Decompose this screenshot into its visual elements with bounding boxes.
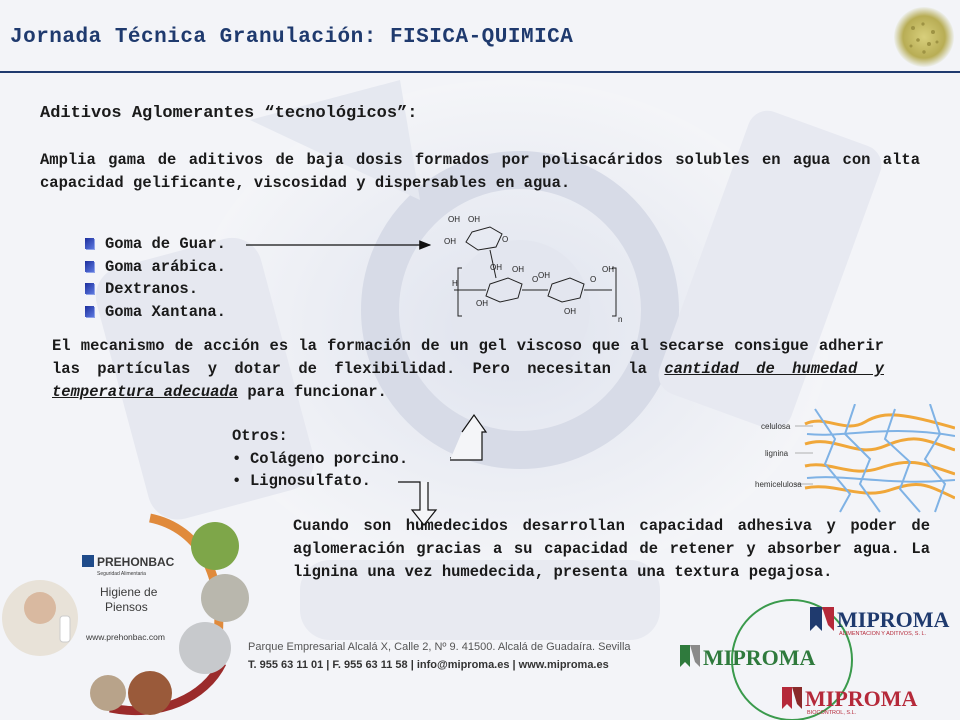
- list-item: • Colágeno porcino.: [232, 449, 409, 468]
- svg-text:OH: OH: [444, 237, 456, 246]
- svg-text:MIPROMA: MIPROMA: [703, 645, 816, 670]
- svg-text:BIOCONTROL, S.L.: BIOCONTROL, S.L.: [807, 710, 857, 716]
- label-lignin: lignina: [765, 449, 789, 458]
- svg-text:Higiene de: Higiene de: [100, 585, 158, 599]
- svg-text:OH: OH: [490, 263, 502, 272]
- svg-text:MIPROMA: MIPROMA: [837, 607, 950, 632]
- svg-text:n: n: [618, 315, 623, 324]
- list-item: Goma Xantana.: [83, 303, 226, 326]
- label-cellulose: celulosa: [761, 422, 791, 431]
- svg-text:OH: OH: [448, 215, 460, 224]
- svg-text:OH: OH: [468, 215, 480, 224]
- list-item: Dextranos.: [83, 280, 226, 303]
- mechanism-paragraph: El mecanismo de acción es la formación de un gel viscoso que al secarse consigue adherir las partículas y dotar de flexibilidad. Pero necesitan la cantidad de humedad y temperatura adecuada para funcionar.: [52, 337, 884, 401]
- section-heading: Aditivos Aglomerantes “tecnológicos”:: [40, 104, 418, 123]
- svg-text:H: H: [452, 279, 458, 288]
- emphasis-text: cantidad de humedad y temperatura adecuada: [52, 360, 884, 401]
- svg-text:O: O: [502, 235, 509, 244]
- svg-text:Piensos: Piensos: [105, 600, 148, 614]
- promo-brand: PREHONBAC: [97, 555, 175, 569]
- lignin-paragraph: Cuando son humedecidos desarrollan capacidad adhesiva y poder de aglomeración gracias a su capacidad de retener y absorber agua. La lignina una vez humedecida, presenta una textura pegajosa.: [293, 517, 930, 581]
- svg-text:O: O: [590, 275, 597, 284]
- svg-text:MIPROMA: MIPROMA: [805, 686, 918, 711]
- others-heading: Otros:: [232, 427, 288, 445]
- label-hemicellulose: hemicelulosa: [755, 480, 802, 489]
- svg-text:OH: OH: [602, 265, 614, 274]
- footer-contact-line: T. 955 63 11 01 | F. 955 63 11 58 | info@miproma.es | www.miproma.es: [248, 659, 609, 671]
- svg-text:OH: OH: [476, 299, 488, 308]
- svg-text:Seguridad Alimentaria: Seguridad Alimentaria: [97, 571, 146, 577]
- svg-text:O: O: [532, 275, 539, 284]
- intro-paragraph: Amplia gama de aditivos de baja dosis formados por polisacáridos solubles en agua con alta capacidad gelificante, viscosidad y dispersables en agua.: [40, 151, 920, 192]
- list-item: Goma arábica.: [83, 258, 226, 281]
- svg-text:OH: OH: [538, 271, 550, 280]
- svg-text:OH: OH: [564, 307, 576, 316]
- svg-text:OH: OH: [512, 265, 524, 274]
- svg-text:ALIMENTACION Y ADITIVOS, S. L.: ALIMENTACION Y ADITIVOS, S. L.: [839, 631, 927, 637]
- svg-text:www.prehonbac.com: www.prehonbac.com: [86, 632, 165, 642]
- list-item: • Lignosulfato.: [232, 472, 371, 490]
- list-item: Goma de Guar.: [83, 235, 226, 258]
- footer-address: Parque Empresarial Alcalá X, Calle 2, Nº 9. 41500. Alcalá de Guadaíra. Sevilla: [248, 641, 631, 653]
- page-title: Jornada Técnica Granulación: FISICA-QUIMICA: [10, 26, 574, 49]
